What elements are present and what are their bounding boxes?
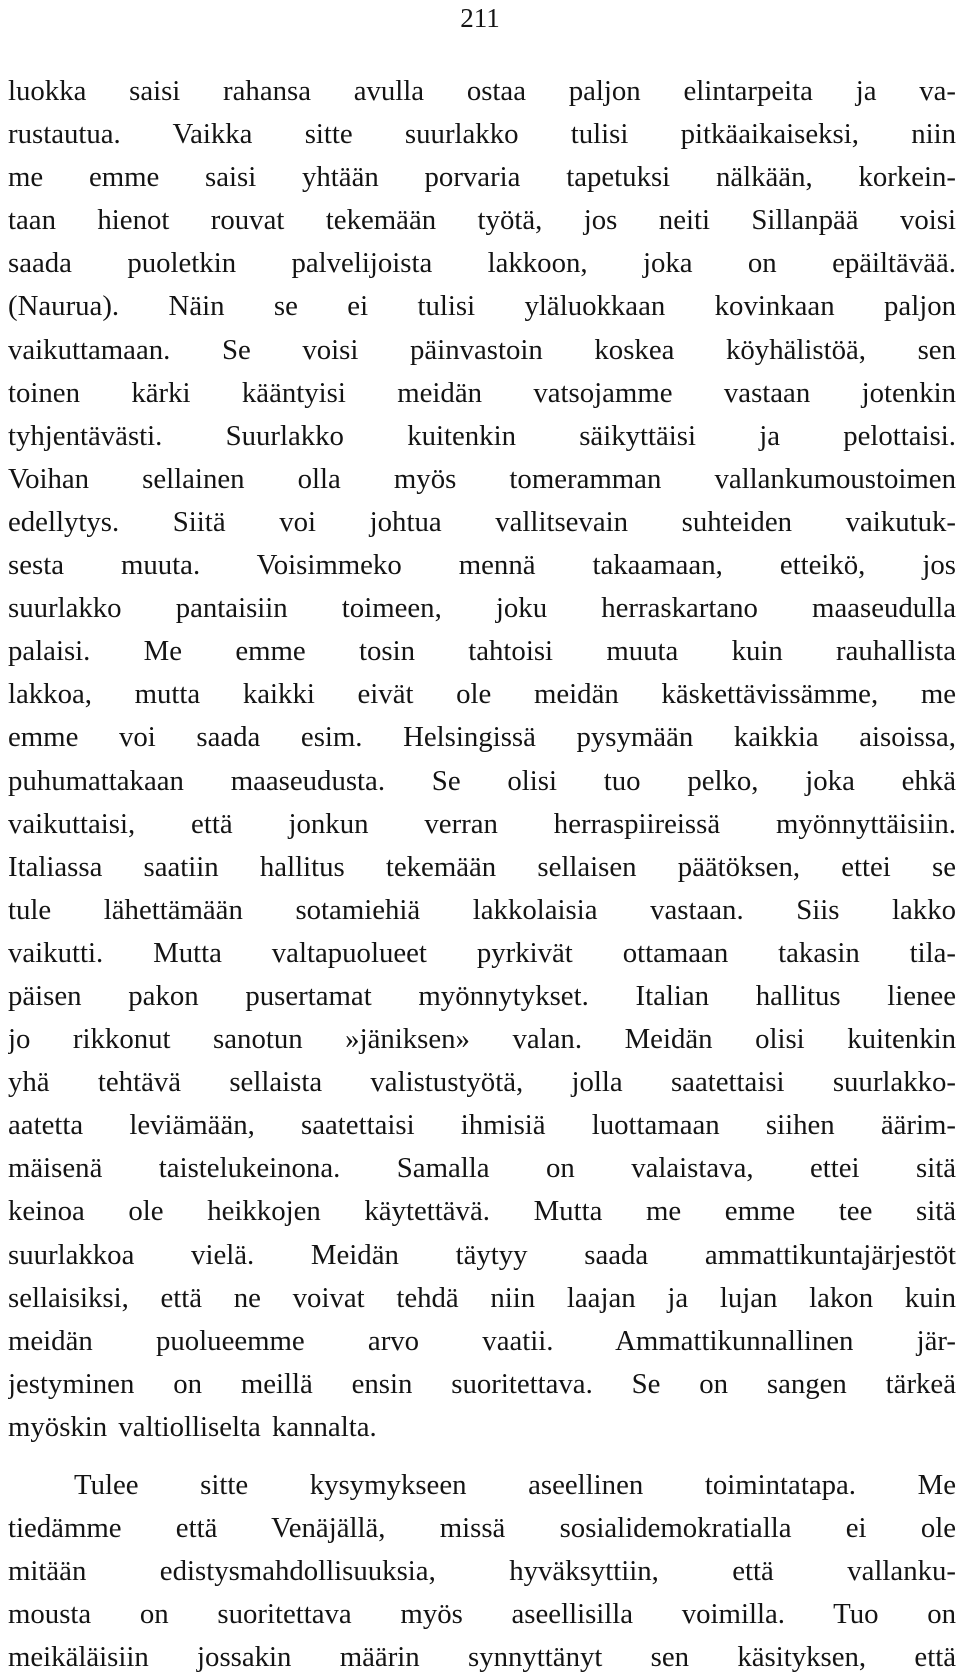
- text-line: tule lähettämään sotamiehiä lakkolaisia vastaan. Siis lakko: [8, 893, 956, 926]
- text-line: vaikutti. Mutta valtapuolueet pyrkivät ottamaan takasin tila-: [8, 936, 956, 969]
- text-line: jo rikkonut sanotun »jäniksen» valan. Meidän olisi kuitenkin: [8, 1023, 956, 1056]
- text-line: jestyminen on meillä ensin suoritettava. Se on sangen tärkeä: [8, 1367, 956, 1400]
- text-line: saada puoletkin palvelijoista lakkoon, joka on epäiltävää.: [8, 247, 956, 280]
- text-line: taan hienot rouvat tekemään työtä, jos neiti Sillanpää voisi: [8, 204, 956, 237]
- text-line: (Naurua). Näin se ei tulisi yläluokkaan kovinkaan paljon: [8, 290, 956, 323]
- text-line: mousta on suoritettava myös aseellisilla voimilla. Tuo on: [8, 1598, 956, 1631]
- body-text: [8, 70, 956, 1679]
- text-line: lakkoa, mutta kaikki eivät ole meidän käskettävissämme, me: [8, 678, 956, 711]
- text-line: me emme saisi yhtään porvaria tapetuksi nälkään, korkein-: [8, 161, 956, 194]
- paragraph-gap: [8, 1449, 956, 1464]
- text-line: suurlakko pantaisiin toimeen, joku herraskartano maaseudulla: [8, 592, 956, 625]
- text-line: päisen pakon pusertamat myönnytykset. Italian hallitus lienee: [8, 979, 956, 1012]
- text-line: aatetta leviämään, saatettaisi ihmisiä luottamaan siihen äärim-: [8, 1109, 956, 1142]
- text-line: rustautua. Vaikka sitte suurlakko tulisi pitkäaikaiseksi, niin: [8, 118, 956, 151]
- text-line: tiedämme että Venäjällä, missä sosialidemokratialla ei ole: [8, 1512, 956, 1545]
- text-line: luokka saisi rahansa avulla ostaa paljon elintarpeita ja va-: [8, 75, 956, 107]
- text-line: puhumattakaan maaseudusta. Se olisi tuo pelko, joka ehkä: [8, 764, 956, 797]
- text-line: vaikuttaisi, että jonkun verran herraspiireissä myönnyttäisiin.: [8, 807, 956, 840]
- text-line: tyhjentävästi. Suurlakko kuitenkin säikyttäisi ja pelottaisi.: [8, 419, 956, 452]
- text-line: palaisi. Me emme tosin tahtoisi muuta kuin rauhallista: [8, 635, 956, 668]
- text-line: emme voi saada esim. Helsingissä pysymään kaikkia aisoissa,: [8, 721, 956, 754]
- text-line: mitään edistysmahdollisuuksia, hyväksyttiin, että vallanku-: [8, 1555, 956, 1588]
- text-line: sesta muuta. Voisimmeko mennä takaamaan, etteikö, jos: [8, 549, 956, 582]
- text-line: suurlakkoa vielä. Meidän täytyy saada ammattikuntajärjestöt: [8, 1238, 956, 1271]
- paragraph-2: [8, 1464, 956, 1679]
- text-line: Voihan sellainen olla myös tomeramman vallankumoustoimen: [8, 462, 956, 495]
- text-line: Italiassa saatiin hallitus tekemään sellaisen päätöksen, ettei se: [8, 850, 956, 883]
- text-line: vaikuttamaan. Se voisi päinvastoin koskea köyhälistöä, sen: [8, 333, 956, 366]
- text-line: edellytys. Siitä voi johtua vallitsevain suhteiden vaikutuk-: [8, 505, 956, 538]
- text-line: yhä tehtävä sellaista valistustyötä, jolla saatettaisi suurlakko-: [8, 1066, 956, 1099]
- text-line: sellaisiksi, että ne voivat tehdä niin laajan ja lujan lakon kuin: [8, 1281, 956, 1314]
- page-number: 211: [460, 3, 500, 33]
- text-line: Tulee sitte kysymykseen aseellinen toimintatapa. Me: [74, 1469, 956, 1501]
- paragraph-1: [8, 70, 956, 1449]
- text-line: keinoa ole heikkojen käytettävä. Mutta me emme tee sitä: [8, 1195, 956, 1228]
- text-line: toinen kärki kääntyisi meidän vatsojamme vastaan jotenkin: [8, 376, 956, 409]
- text-line: mäisenä taistelukeinona. Samalla on valaistava, ettei sitä: [8, 1152, 956, 1185]
- text-line: meidän puolueemme arvo vaatii. Ammattikunnallinen jär-: [8, 1324, 956, 1357]
- text-line: meikäläisiin jossakin määrin synnyttänyt sen käsityksen, että: [8, 1641, 956, 1674]
- text-line: myöskin valtiolliselta kannalta.: [8, 1410, 377, 1443]
